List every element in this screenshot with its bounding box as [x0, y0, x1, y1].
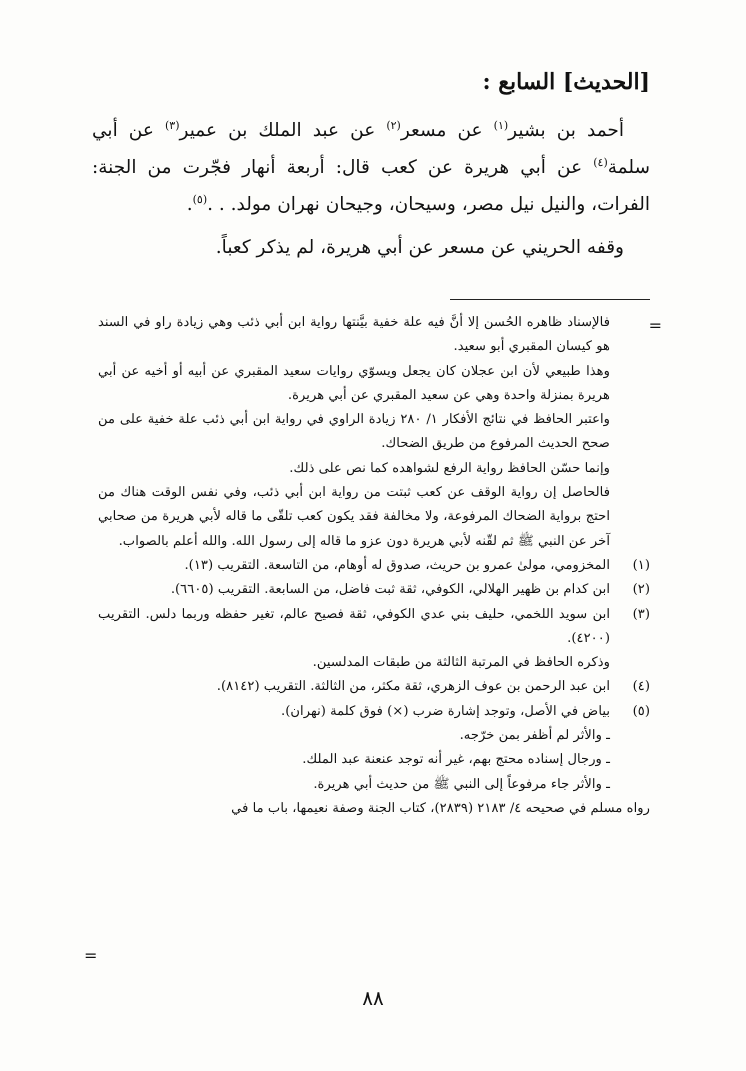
footnote-5-line-2 [98, 724, 650, 748]
footnote-number: (٥) [632, 703, 650, 719]
footnote-1 [98, 554, 650, 578]
footnote-continued-2: وهذا طبيعي لأن ابن عجلان كان يجعل ويسوّي روايات سعيد المقبري عن أبيه أو أخيه عن أبي هريرة بمنزلة واحدة وهي عن سعيد المقبري عن أبي هريرة. [98, 363, 610, 403]
footnote-ref-1[interactable]: (١) [493, 118, 509, 132]
isnad-paragraph [92, 112, 650, 223]
footnote-5-line-5 [98, 797, 650, 821]
footnotes [98, 311, 650, 821]
footnote-ref-5[interactable]: (٥) [192, 192, 208, 206]
matn-end: . [186, 194, 193, 215]
footnote-3-cont [98, 651, 650, 675]
footnote-text: ـ ورجال إسناده محتج بهم، غير أنه توجد عنعنة عبد الملك. [302, 752, 610, 768]
footnote-number: (٢) [632, 582, 650, 598]
page-number: ٨٨ [362, 986, 384, 1010]
hadith-heading: [الحديث] السابع : [482, 69, 650, 95]
footnote-continued-4: وإنما حسّن الحافظ رواية الرفع لشواهده كما نص على ذلك. [289, 460, 610, 476]
isnad-part-4: عن أبي سلمة [92, 120, 650, 178]
continuation-marker-bottom: = [84, 946, 98, 965]
footnote-text: ابن سويد اللخمي، حليف بني عدي الكوفي، ثقة فصيح عالم، تغير حفظه وربما دلس. التقريب (٤٢٠٠). [98, 606, 610, 646]
isnad-part-1: أحمد بن بشير [508, 120, 624, 141]
footnote-continued-5: فالحاصل إن رواية الوقف عن كعب ثبتت من رواية ابن أبي ذئب، وفي نفس الوقت هناك من احتج برواية الضحاك المرفوعة، ولا مخالفة فقد يكون كعب تلقّى ما قاله لأبي هريرة من صحابي آخر عن النبي ﷺ ثم لقّنه لأبي هريرة دون عزو ما قاله إلى رسول الله. والله أعلم بالصواب. [98, 485, 610, 549]
footnote-4 [98, 675, 650, 699]
footnote-2 [98, 578, 650, 602]
footnote-5-line-4 [98, 773, 650, 797]
footnote-number: (١) [632, 557, 650, 573]
footnote-number: (٣) [632, 606, 650, 622]
hadith-text [92, 112, 650, 266]
matn-text: عن أبي هريرة عن كعب قال: أربعة أنهار فجّرت من الجنة: الفرات، والنيل نيل مصر، وسيحان، وجيحان نهران مولد. . . [92, 157, 650, 215]
footnote-text: ابن عبد الرحمن بن عوف الزهري، ثقة مكثر، من الثالثة. التقريب (٨١٤٢). [216, 679, 610, 695]
footnote-5-line-3 [98, 748, 650, 772]
footnote-text: وذكره الحافظ في المرتبة الثالثة من طبقات المدلسين. [312, 655, 610, 671]
footnote-5 [98, 700, 650, 724]
footnote-text: بياض في الأصل، وتوجد إشارة ضرب (×) فوق كلمة (نهران). [281, 703, 610, 719]
footnote-number: (٤) [632, 679, 650, 695]
footnote-continued-1: فالإسناد ظاهره الحُسن إلا أنَّ فيه علة خفية بيَّنتها رواية ابن أبي ذئب وهي زيادة راو في السند هو كيسان المقبري أبو سعيد. [98, 315, 610, 355]
footnote-text: المخزومي، مولىٰ عمرو بن حريث، صدوق له أوهام، من التاسعة. التقريب (١٣). [184, 557, 610, 573]
isnad-part-2: عن مسعر [400, 120, 494, 141]
footnote-text: ـ والأثر جاء مرفوعاً إلى النبي ﷺ من حديث أبي هريرة. [313, 776, 610, 792]
isnad-part-3: عن عبد الملك بن عمير [179, 120, 387, 141]
footnote-text: ـ والأثر لم أظفر بمن خرّجه. [459, 728, 610, 744]
footnote-text: رواه مسلم في صحيحه ٤/ ٢١٨٣ (٢٨٣٩)، كتاب الجنة وصفة نعيمها، باب ما في [231, 800, 650, 816]
footnote-text: ابن كدام بن ظهير الهلالي، الكوفي، ثقة ثبت فاضل، من السابعة. التقريب (٦٦٠٥). [170, 582, 610, 598]
footnote-ref-3[interactable]: (٣) [165, 118, 180, 132]
footnote-3 [98, 603, 650, 652]
footnote-ref-4[interactable]: (٤) [593, 155, 608, 169]
footnote-continued-3: واعتبر الحافظ في نتائج الأفكار ١/ ٢٨٠ زيادة الراوي في رواية ابن أبي ذئب علة خفية على من صحح الحديث المرفوع من طريق الضحاك. [98, 412, 611, 452]
footnote-ref-2[interactable]: (٢) [386, 118, 401, 132]
mawquf-note: وقفه الحريني عن مسعر عن أبي هريرة، لم يذكر كعباً. [215, 237, 624, 258]
continuation-marker-top: = [648, 316, 662, 335]
footnote-separator [450, 299, 650, 300]
